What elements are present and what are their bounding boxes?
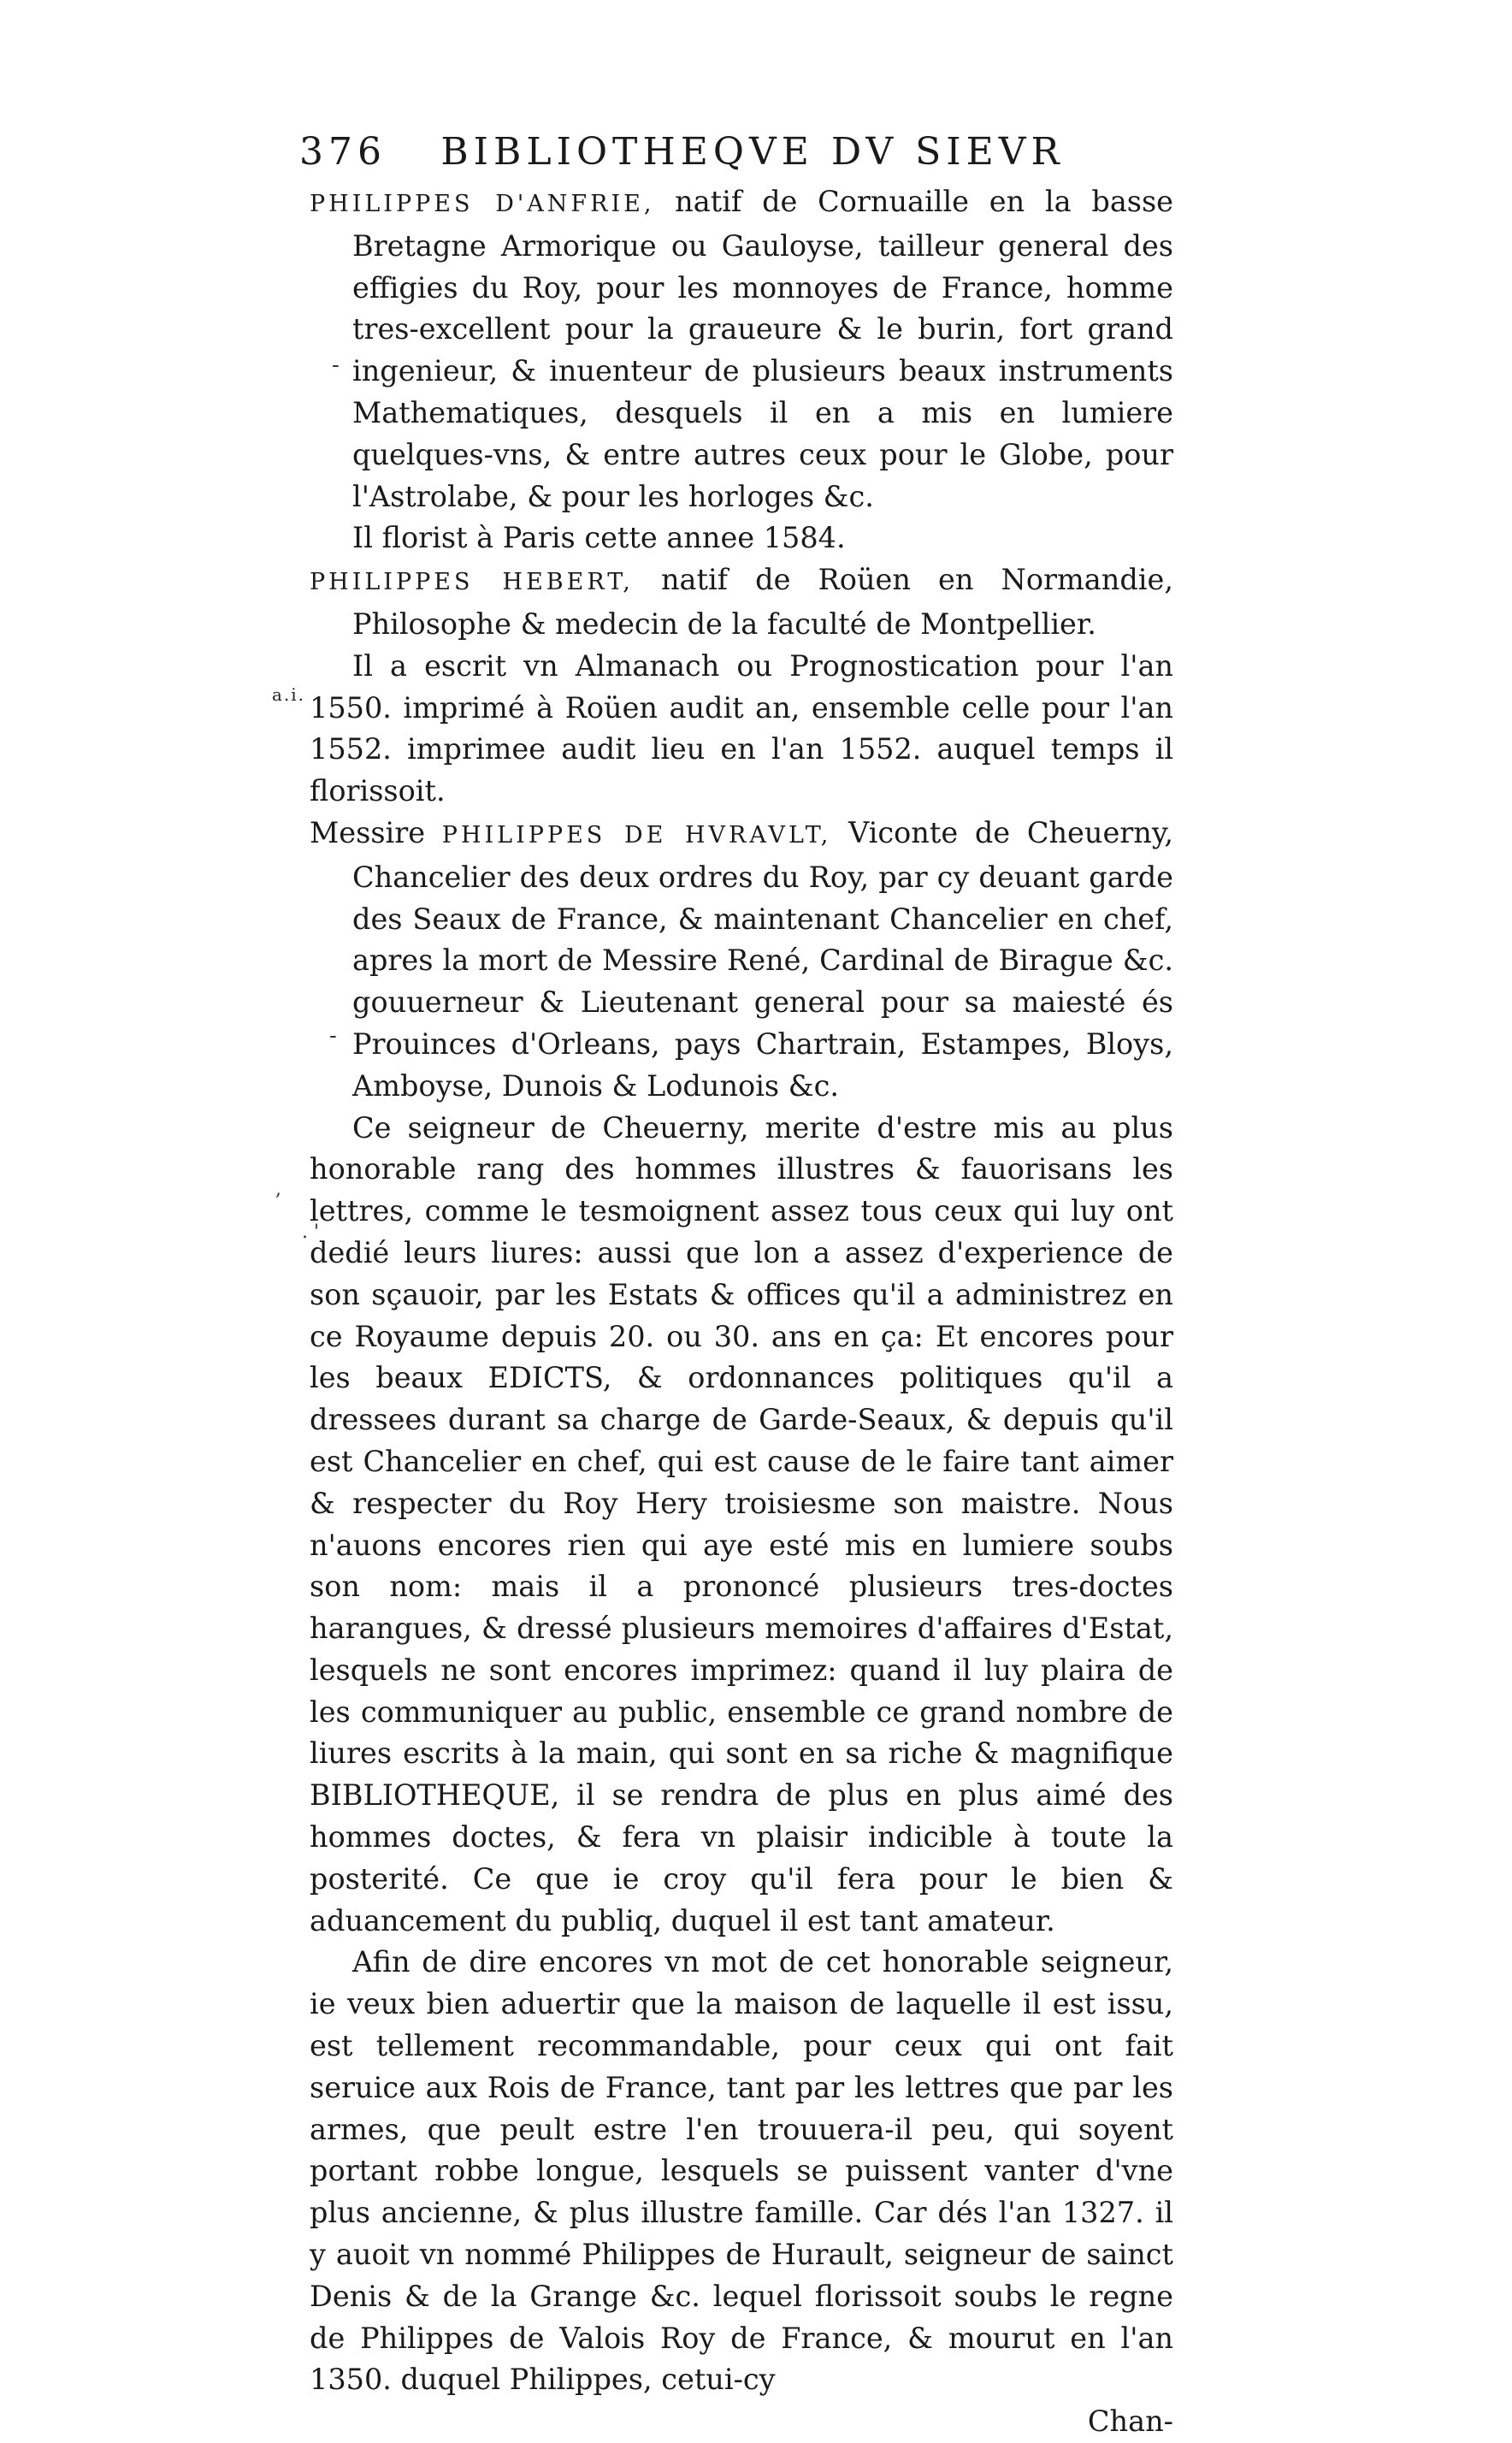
page-number: 376	[299, 130, 387, 174]
entry-philippes-hebert	[310, 559, 1173, 646]
entry-prefix: Messire	[310, 815, 442, 849]
page-header	[299, 127, 1180, 178]
entry-philippes-de-hurault	[310, 813, 1173, 1108]
paragraph: Il florist à Paris cette annee 1584.	[352, 521, 846, 555]
page-body	[310, 181, 1173, 2443]
entry-philippes-danfrie	[310, 181, 1173, 518]
stray-mark: -	[332, 352, 340, 378]
entry-name: PHILIPPES HEBERT,	[310, 569, 634, 596]
stray-mark: -	[329, 1023, 337, 1049]
entry-text: natif de Roüen en Normandie, Philosophe & medecin de la faculté de Montpellier.	[352, 563, 1173, 641]
paragraph: Ce seigneur de Cheuerny, merite d'estre mis au plus honorable rang des hommes illustres & fauorisans les lettres, comme le tesmoignent assez tous ceux qui luy ont dedié leurs liures: aussi que lon a assez d'experience de son sçauoir, par les Estats & offices qu'il a administrez en ce Royaume depuis 20. ou 30. ans en ça: Et encores pour les beaux EDICTS, & ordonnances politiques qu'il a dressees durant sa charge de Garde-Seaux, & depuis qu'il est Chancelier en chef, qui est cause de le faire tant aimer & respecter du Roy Hery troisiesme son maistre. Nous n'auons encores rien qui aye esté mis en lumiere soubs son nom: mais il a prononcé plusieurs tres-doctes harangues, & dressé plusieurs memoires d'affaires d'Estat, lesquels ne sont encores imprimez: quand il luy plaira de les communiquer au public, ensemble ce grand nombre de liures escrits à la main, qui sont en sa riche & magnifique BIBLIOTHEQUE, il se rendra de plus en plus aimé des hommes doctes, & fera vn plaisir indicible à toute la posterité. Ce que ie croy qu'il fera pour le bien & aduancement du publiq, duquel il est tant amateur.	[310, 1110, 1173, 1937]
stray-mark: . '	[302, 1222, 320, 1243]
running-title: BIBLIOTHEQVE DV SIEVR	[440, 130, 1065, 174]
paragraph: Il a escrit vn Almanach ou Prognostication pour l'an 1550. imprimé à Roüen audit an, ensemble celle pour l'an 1552. imprimee audit lieu en l'an 1552. auquel temps il florissoit.	[310, 648, 1173, 808]
paragraph: Afin de dire encores vn mot de cet honorable seigneur, ie veux bien aduertir que la maison de laquelle il est issu, est tellement recommandable, pour ceux qui ont fait seruice aux Rois de France, tant par les lettres que par les armes, que peult estre l'en trouuera-il peu, qui soyent portant robbe longue, lesquels se puissent vanter d'vne plus ancienne, & plus illustre famille. Car dés l'an 1327. il y auoit vn nommé Philippes de Hurault, seigneur de sainct Denis & de la Grange &c. lequel florissoit soubs le regne de Philippes de Valois Roy de France, & mourut en l'an 1350. duquel Philippes, cetui-cy	[310, 1945, 1173, 2397]
margin-note: a.i.	[272, 684, 306, 705]
entry-name: PHILIPPES DE HVRAVLT,	[441, 821, 832, 849]
entry-text: natif de Cornuaille en la basse Bretagne Armorique ou Gauloyse, tailleur general des effigies du Roy, pour les monnoyes de France, homme tres-excellent pour la graueure & le burin, fort grand ingenieur, & inuenteur de plusieurs beaux instruments Mathematiques, desquels il en a mis en lumiere quelques-vns, & entre autres ceux pour le Globe, pour l'Astrolabe, & pour les horloges &c.	[352, 185, 1173, 513]
entry-text: Viconte de Cheuerny, Chancelier des deux ordres du Roy, par cy deuant garde des Seaux de France, & maintenant Chancelier en chef, apres la mort de Messire René, Cardinal de Birague &c. gouuerneur & Lieutenant general pour sa maiesté és Prouinces d'Orleans, pays Chartrain, Estampes, Bloys, Amboyse, Dunois & Lodunois &c.	[352, 815, 1173, 1103]
entry-name: PHILIPPES D'ANFRIE,	[310, 191, 655, 217]
stray-mark: ,	[275, 1179, 281, 1200]
catchword: Chan-	[1087, 2405, 1173, 2439]
